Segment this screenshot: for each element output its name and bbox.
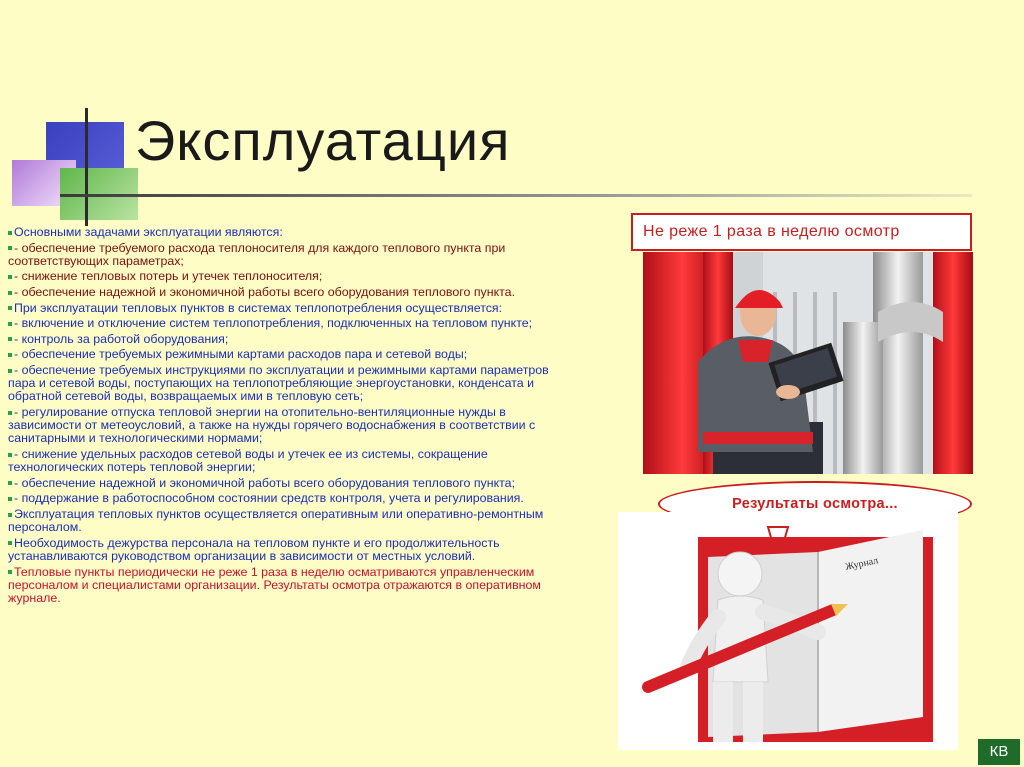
bullet-text: Необходимость дежурства персонала на тепловом пункте и его продолжительность устанавливаются руководством организации в зависимости от местных условий. xyxy=(8,535,500,563)
bullet-square-icon xyxy=(8,231,12,235)
bullet-square-icon xyxy=(8,291,12,295)
inspection-notice: Не реже 1 раза в неделю осмотр xyxy=(631,213,972,251)
bullet-item xyxy=(8,302,566,315)
bullet-item xyxy=(8,242,566,268)
bullet-text: - поддержание в работоспособном состоянии средств контроля, учета и регулирования. xyxy=(14,491,524,506)
bullet-list xyxy=(8,226,566,608)
bullet-square-icon xyxy=(8,570,12,574)
bullet-item xyxy=(8,508,566,534)
bullet-text: - обеспечение надежной и экономичной работы всего оборудования теплового пункта. xyxy=(14,284,516,299)
bullet-text: Тепловые пункты периодически не реже 1 раза в неделю осматриваются управленческим персоналом и специалистами организации. Результаты осмотра отражаются в оперативном журнале. xyxy=(8,564,541,605)
bullet-square-icon xyxy=(8,322,12,326)
bullet-square-icon xyxy=(8,453,12,457)
bullet-text: - включение и отключение систем теплопотребления, подключенных на тепловом пункте; xyxy=(14,316,533,331)
engineer-photo xyxy=(643,252,973,474)
bullet-square-icon xyxy=(8,246,12,250)
bullet-square-icon xyxy=(8,369,12,373)
results-bubble: Результаты осмотра... xyxy=(658,481,972,527)
bullet-item xyxy=(8,364,566,404)
bullet-text: - обеспечение надежной и экономичной работы всего оборудования теплового пункта; xyxy=(14,475,516,490)
bullet-item xyxy=(8,448,566,474)
bullet-text: - снижение тепловых потерь и утечек теплоносителя; xyxy=(14,269,323,284)
bullet-square-icon xyxy=(8,411,12,415)
bullet-text: - обеспечение требуемого расхода теплоносителя для каждого теплового пункта при соответствующих параметрах; xyxy=(8,240,506,268)
bullet-square-icon xyxy=(8,306,12,310)
kv-badge[interactable]: КВ xyxy=(978,739,1020,765)
bullet-item xyxy=(8,477,566,490)
bullet-text: - контроль за работой оборудования; xyxy=(14,331,229,346)
bullet-square-icon xyxy=(8,353,12,357)
journal-label: Журнал xyxy=(844,555,880,573)
bullet-item xyxy=(8,566,566,606)
bullet-text: - снижение удельных расходов сетевой воды и утечек ее из системы, сокращение технологических потерь тепловой энергии; xyxy=(8,446,488,475)
bullet-item xyxy=(8,317,566,330)
bullet-square-icon xyxy=(8,513,12,517)
bullet-text: Основными задачами эксплуатации являются: xyxy=(14,225,283,239)
bullet-item xyxy=(8,286,566,299)
bullet-text: Эксплуатация тепловых пунктов осуществляется оперативным или оперативно-ремонтным персоналом. xyxy=(8,506,544,535)
bullet-item xyxy=(8,333,566,346)
journal-illustration xyxy=(618,512,958,750)
bullet-item xyxy=(8,406,566,446)
bullet-text: При эксплуатации тепловых пунктов в системах теплопотребления осуществляется: xyxy=(14,300,503,315)
bullet-square-icon xyxy=(8,275,12,279)
bullet-item xyxy=(8,492,566,505)
decor-vertical-line xyxy=(85,108,88,226)
bullet-item xyxy=(8,348,566,361)
title-underline xyxy=(60,194,972,197)
bullet-square-icon xyxy=(8,541,12,545)
bullet-item xyxy=(8,226,566,239)
bullet-text: - регулирование отпуска тепловой энергии на отопительно-вентиляционные нужды в зависимости от метеоусловий, а также на нужды горячего водоснабжения в соответствии с санитарными и технологическими нормами; xyxy=(8,404,536,446)
slide-title: Эксплуатация xyxy=(135,109,511,172)
bullet-text: - обеспечение требуемых режимными картами расходов пара и сетевой воды; xyxy=(14,347,468,362)
bullet-square-icon xyxy=(8,337,12,341)
bullet-text: - обеспечение требуемых инструкциями по эксплуатации и режимными картами параметров пара и сетевой воды, поступающих на теплопотребляющие энергоустановки, конденсата и обратной сетевой воды, возвращаемых ими в тепловую сеть; xyxy=(8,362,549,404)
bullet-square-icon xyxy=(8,497,12,501)
bullet-square-icon xyxy=(8,481,12,485)
bullet-item xyxy=(8,537,566,563)
bullet-item xyxy=(8,270,566,283)
